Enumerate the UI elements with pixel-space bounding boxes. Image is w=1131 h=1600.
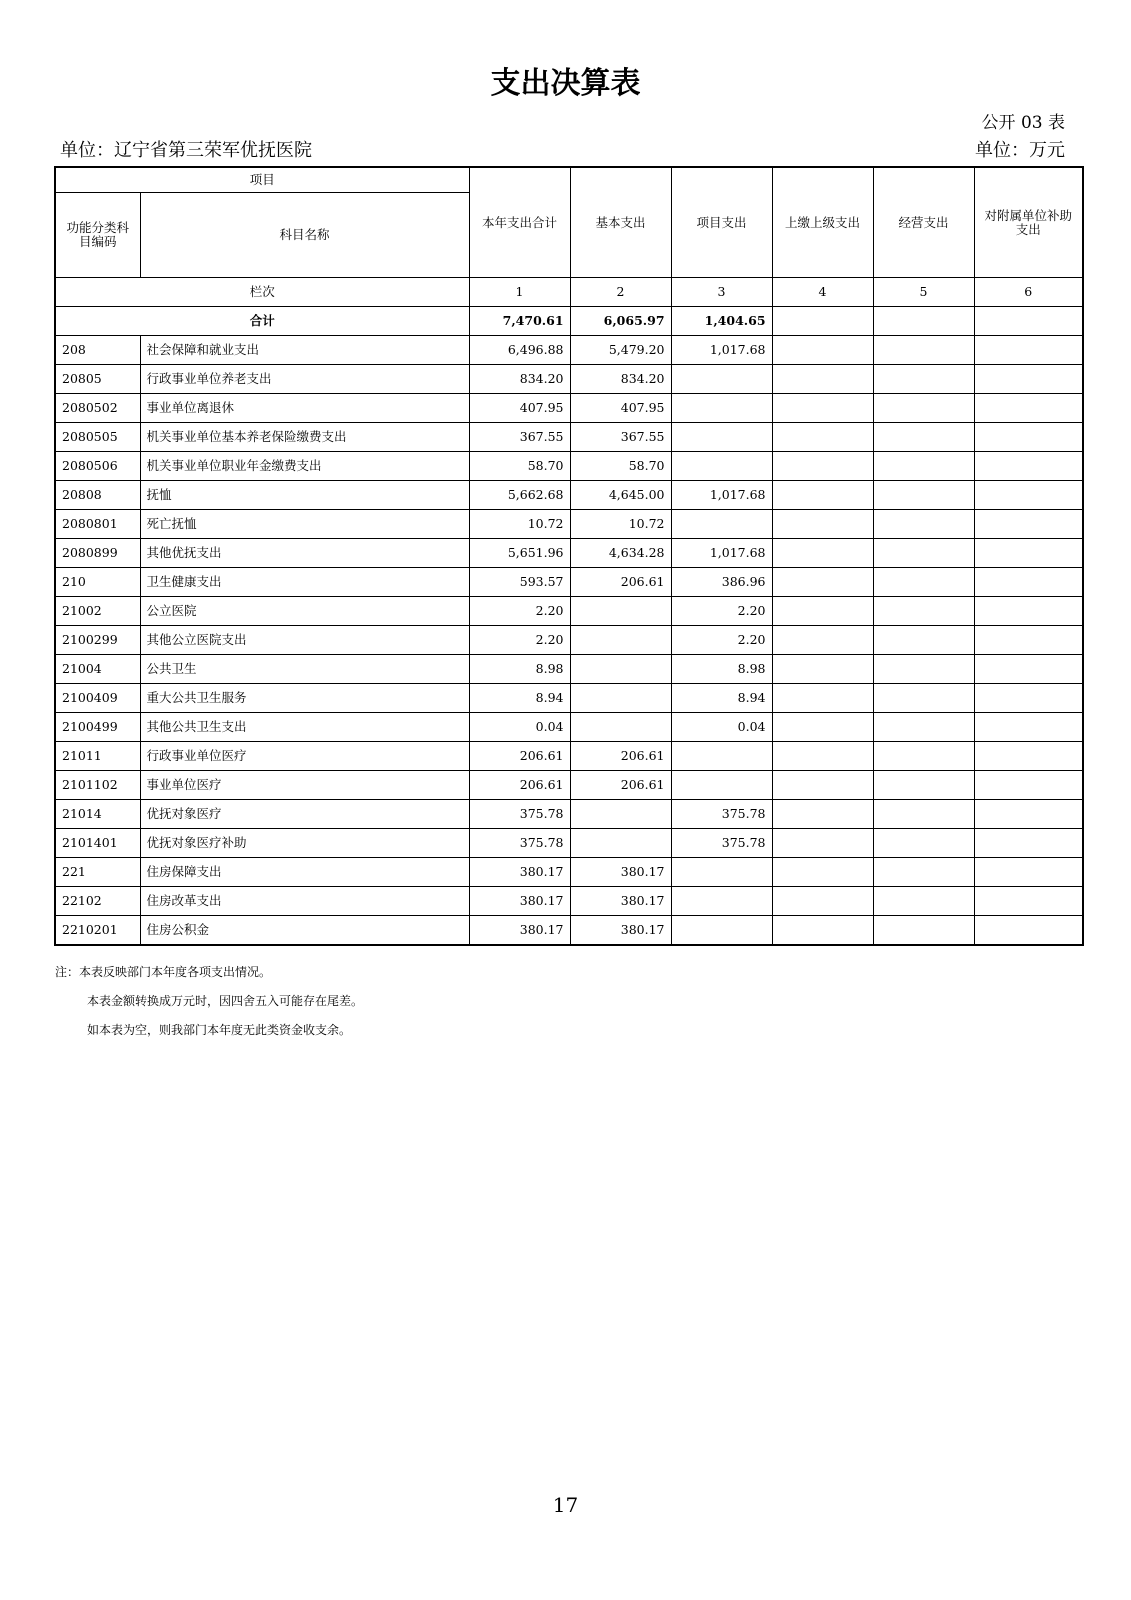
table-row — [55, 858, 1083, 887]
row-name: 公立医院 — [140, 597, 469, 626]
row-value — [570, 684, 671, 713]
row-value — [873, 539, 974, 568]
table-row — [55, 713, 1083, 742]
row-code: 21002 — [55, 597, 140, 626]
row-value — [974, 394, 1083, 423]
row-value — [772, 452, 873, 481]
row-code: 2080801 — [55, 510, 140, 539]
row-value: 834.20 — [570, 365, 671, 394]
total-row — [55, 307, 1083, 336]
row-name: 优抚对象医疗补助 — [140, 829, 469, 858]
row-value — [873, 916, 974, 946]
table-row — [55, 510, 1083, 539]
row-value: 407.95 — [469, 394, 570, 423]
row-code: 210 — [55, 568, 140, 597]
row-value — [772, 394, 873, 423]
row-value — [974, 916, 1083, 946]
row-value — [873, 597, 974, 626]
table-row — [55, 800, 1083, 829]
lanci-num-1: 1 — [469, 278, 570, 307]
row-value — [974, 800, 1083, 829]
row-value — [772, 742, 873, 771]
row-code: 2100409 — [55, 684, 140, 713]
row-code: 20805 — [55, 365, 140, 394]
row-value — [570, 829, 671, 858]
total-value: 6,065.97 — [570, 307, 671, 336]
header-item: 项目 — [55, 167, 469, 193]
row-value — [671, 423, 772, 452]
total-value: 7,470.61 — [469, 307, 570, 336]
row-value — [873, 829, 974, 858]
table-row — [55, 423, 1083, 452]
row-name: 事业单位离退休 — [140, 394, 469, 423]
row-value — [873, 887, 974, 916]
row-value — [772, 887, 873, 916]
table-row — [55, 742, 1083, 771]
row-value — [974, 481, 1083, 510]
row-name: 事业单位医疗 — [140, 771, 469, 800]
header-col-5: 经营支出 — [873, 167, 974, 278]
row-value: 206.61 — [469, 742, 570, 771]
row-value — [772, 858, 873, 887]
row-value — [974, 510, 1083, 539]
row-code: 2080506 — [55, 452, 140, 481]
row-value: 375.78 — [469, 800, 570, 829]
row-code: 21004 — [55, 655, 140, 684]
row-value: 0.04 — [671, 713, 772, 742]
row-value: 2.20 — [469, 597, 570, 626]
row-code: 2080502 — [55, 394, 140, 423]
row-value — [873, 394, 974, 423]
row-value: 206.61 — [570, 771, 671, 800]
row-value — [671, 365, 772, 394]
row-value: 375.78 — [469, 829, 570, 858]
row-name: 卫生健康支出 — [140, 568, 469, 597]
row-code: 2101401 — [55, 829, 140, 858]
row-code: 2100299 — [55, 626, 140, 655]
table-row — [55, 539, 1083, 568]
total-label: 合计 — [55, 307, 469, 336]
row-value: 380.17 — [570, 858, 671, 887]
table-row — [55, 771, 1083, 800]
row-value: 5,479.20 — [570, 336, 671, 365]
row-code: 21014 — [55, 800, 140, 829]
header-col-3: 项目支出 — [671, 167, 772, 278]
row-value: 0.04 — [469, 713, 570, 742]
table-row — [55, 655, 1083, 684]
row-value — [974, 858, 1083, 887]
lanci-num-3: 3 — [671, 278, 772, 307]
header-code: 功能分类科目编码 — [55, 193, 140, 278]
row-value: 8.94 — [671, 684, 772, 713]
row-value: 10.72 — [469, 510, 570, 539]
row-value — [873, 510, 974, 539]
header-col-1: 本年支出合计 — [469, 167, 570, 278]
row-value — [873, 771, 974, 800]
unit-organization: 单位：辽宁省第三荣军优抚医院 — [60, 140, 312, 161]
row-value — [873, 626, 974, 655]
row-value — [974, 423, 1083, 452]
row-name: 机关事业单位基本养老保险缴费支出 — [140, 423, 469, 452]
note-line: 本表金额转换成万元时，因四舍五入可能存在尾差。 — [87, 994, 364, 1008]
header-col-4: 上缴上级支出 — [772, 167, 873, 278]
row-value — [772, 713, 873, 742]
lanci-num-5: 5 — [873, 278, 974, 307]
row-value — [974, 539, 1083, 568]
row-code: 2100499 — [55, 713, 140, 742]
row-value: 380.17 — [469, 887, 570, 916]
row-value: 206.61 — [570, 742, 671, 771]
table-row — [55, 481, 1083, 510]
row-value — [772, 510, 873, 539]
row-value — [974, 771, 1083, 800]
row-value: 367.55 — [469, 423, 570, 452]
row-value — [671, 510, 772, 539]
row-value — [974, 742, 1083, 771]
row-value: 4,645.00 — [570, 481, 671, 510]
row-value — [570, 626, 671, 655]
row-value — [570, 597, 671, 626]
row-value — [772, 800, 873, 829]
lanci-num-6: 6 — [974, 278, 1083, 307]
row-value — [772, 597, 873, 626]
row-value: 380.17 — [469, 916, 570, 946]
row-value — [772, 481, 873, 510]
row-name: 优抚对象医疗 — [140, 800, 469, 829]
row-value: 10.72 — [570, 510, 671, 539]
row-value — [974, 336, 1083, 365]
row-value: 1,017.68 — [671, 481, 772, 510]
row-name: 重大公共卫生服务 — [140, 684, 469, 713]
table-row — [55, 568, 1083, 597]
table-row — [55, 684, 1083, 713]
row-value: 2.20 — [671, 626, 772, 655]
row-value — [772, 423, 873, 452]
row-value: 407.95 — [570, 394, 671, 423]
row-value — [570, 655, 671, 684]
table-row — [55, 626, 1083, 655]
row-value — [873, 655, 974, 684]
row-value — [772, 771, 873, 800]
row-value — [671, 452, 772, 481]
row-value: 380.17 — [469, 858, 570, 887]
row-value — [873, 713, 974, 742]
total-value: 1,404.65 — [671, 307, 772, 336]
row-value — [772, 916, 873, 946]
row-value: 4,634.28 — [570, 539, 671, 568]
row-value — [671, 858, 772, 887]
table-row — [55, 829, 1083, 858]
row-value: 375.78 — [671, 829, 772, 858]
header-col-2: 基本支出 — [570, 167, 671, 278]
row-name: 抚恤 — [140, 481, 469, 510]
table-row — [55, 597, 1083, 626]
table-row — [55, 365, 1083, 394]
row-name: 死亡抚恤 — [140, 510, 469, 539]
row-value: 206.61 — [570, 568, 671, 597]
row-name: 住房改革支出 — [140, 887, 469, 916]
table-row — [55, 336, 1083, 365]
row-value: 1,017.68 — [671, 539, 772, 568]
row-value — [974, 626, 1083, 655]
row-name: 住房公积金 — [140, 916, 469, 946]
row-value — [873, 858, 974, 887]
row-value — [772, 365, 873, 394]
page-title: 支出决算表 — [490, 66, 641, 101]
row-value — [772, 655, 873, 684]
row-name: 机关事业单位职业年金缴费支出 — [140, 452, 469, 481]
row-value — [772, 336, 873, 365]
row-value — [671, 771, 772, 800]
row-value — [772, 684, 873, 713]
row-value: 58.70 — [570, 452, 671, 481]
notes — [55, 958, 363, 1045]
row-value — [873, 365, 974, 394]
row-code: 2210201 — [55, 916, 140, 946]
lanci-label: 栏次 — [55, 278, 469, 307]
row-value — [974, 452, 1083, 481]
row-value: 386.96 — [671, 568, 772, 597]
unit-currency: 单位：万元 — [975, 140, 1065, 161]
note-line: 注：本表反映部门本年度各项支出情况。 — [55, 965, 272, 979]
row-value: 8.98 — [469, 655, 570, 684]
row-value — [974, 568, 1083, 597]
row-name: 其他优抚支出 — [140, 539, 469, 568]
row-name: 公共卫生 — [140, 655, 469, 684]
page-number: 17 — [552, 1493, 579, 1517]
row-value — [974, 713, 1083, 742]
row-value: 5,651.96 — [469, 539, 570, 568]
row-name: 行政事业单位养老支出 — [140, 365, 469, 394]
row-name: 行政事业单位医疗 — [140, 742, 469, 771]
row-value — [974, 597, 1083, 626]
row-code: 20808 — [55, 481, 140, 510]
row-name: 社会保障和就业支出 — [140, 336, 469, 365]
row-value — [671, 887, 772, 916]
table-row — [55, 916, 1083, 946]
expenditure-table — [54, 166, 1084, 946]
header-name: 科目名称 — [140, 193, 469, 278]
row-value — [570, 713, 671, 742]
row-code: 2101102 — [55, 771, 140, 800]
total-value — [974, 307, 1083, 336]
row-name: 其他公立医院支出 — [140, 626, 469, 655]
table-row — [55, 887, 1083, 916]
row-value — [671, 916, 772, 946]
row-value — [873, 800, 974, 829]
row-value: 367.55 — [570, 423, 671, 452]
row-value: 6,496.88 — [469, 336, 570, 365]
row-value: 58.70 — [469, 452, 570, 481]
row-value — [974, 829, 1083, 858]
row-value: 206.61 — [469, 771, 570, 800]
row-value: 2.20 — [671, 597, 772, 626]
row-value: 8.98 — [671, 655, 772, 684]
row-value: 5,662.68 — [469, 481, 570, 510]
row-value: 2.20 — [469, 626, 570, 655]
row-value — [873, 336, 974, 365]
row-code: 21011 — [55, 742, 140, 771]
row-value — [873, 684, 974, 713]
row-value: 834.20 — [469, 365, 570, 394]
total-value — [772, 307, 873, 336]
row-code: 208 — [55, 336, 140, 365]
lanci-num-2: 2 — [570, 278, 671, 307]
row-code: 221 — [55, 858, 140, 887]
row-value — [671, 394, 772, 423]
row-value — [974, 365, 1083, 394]
total-value — [873, 307, 974, 336]
row-value — [671, 742, 772, 771]
row-code: 22102 — [55, 887, 140, 916]
row-value: 380.17 — [570, 916, 671, 946]
row-value: 593.57 — [469, 568, 570, 597]
row-name: 住房保障支出 — [140, 858, 469, 887]
row-value: 8.94 — [469, 684, 570, 713]
row-value — [873, 568, 974, 597]
row-value: 375.78 — [671, 800, 772, 829]
note-line: 如本表为空，则我部门本年度无此类资金收支余。 — [87, 1023, 352, 1037]
row-value — [772, 829, 873, 858]
row-value — [772, 539, 873, 568]
row-value — [570, 800, 671, 829]
row-value — [772, 626, 873, 655]
row-value — [974, 684, 1083, 713]
row-code: 2080899 — [55, 539, 140, 568]
row-value: 380.17 — [570, 887, 671, 916]
row-value — [974, 887, 1083, 916]
header-col-6: 对附属单位补助支出 — [974, 167, 1083, 278]
row-code: 2080505 — [55, 423, 140, 452]
row-value — [873, 423, 974, 452]
row-value — [873, 452, 974, 481]
row-value — [772, 568, 873, 597]
lanci-num-4: 4 — [772, 278, 873, 307]
row-value — [873, 742, 974, 771]
form-number: 公开 03 表 — [981, 113, 1065, 133]
table-row — [55, 394, 1083, 423]
row-value: 1,017.68 — [671, 336, 772, 365]
row-value — [873, 481, 974, 510]
table-row — [55, 452, 1083, 481]
row-value — [974, 655, 1083, 684]
row-name: 其他公共卫生支出 — [140, 713, 469, 742]
